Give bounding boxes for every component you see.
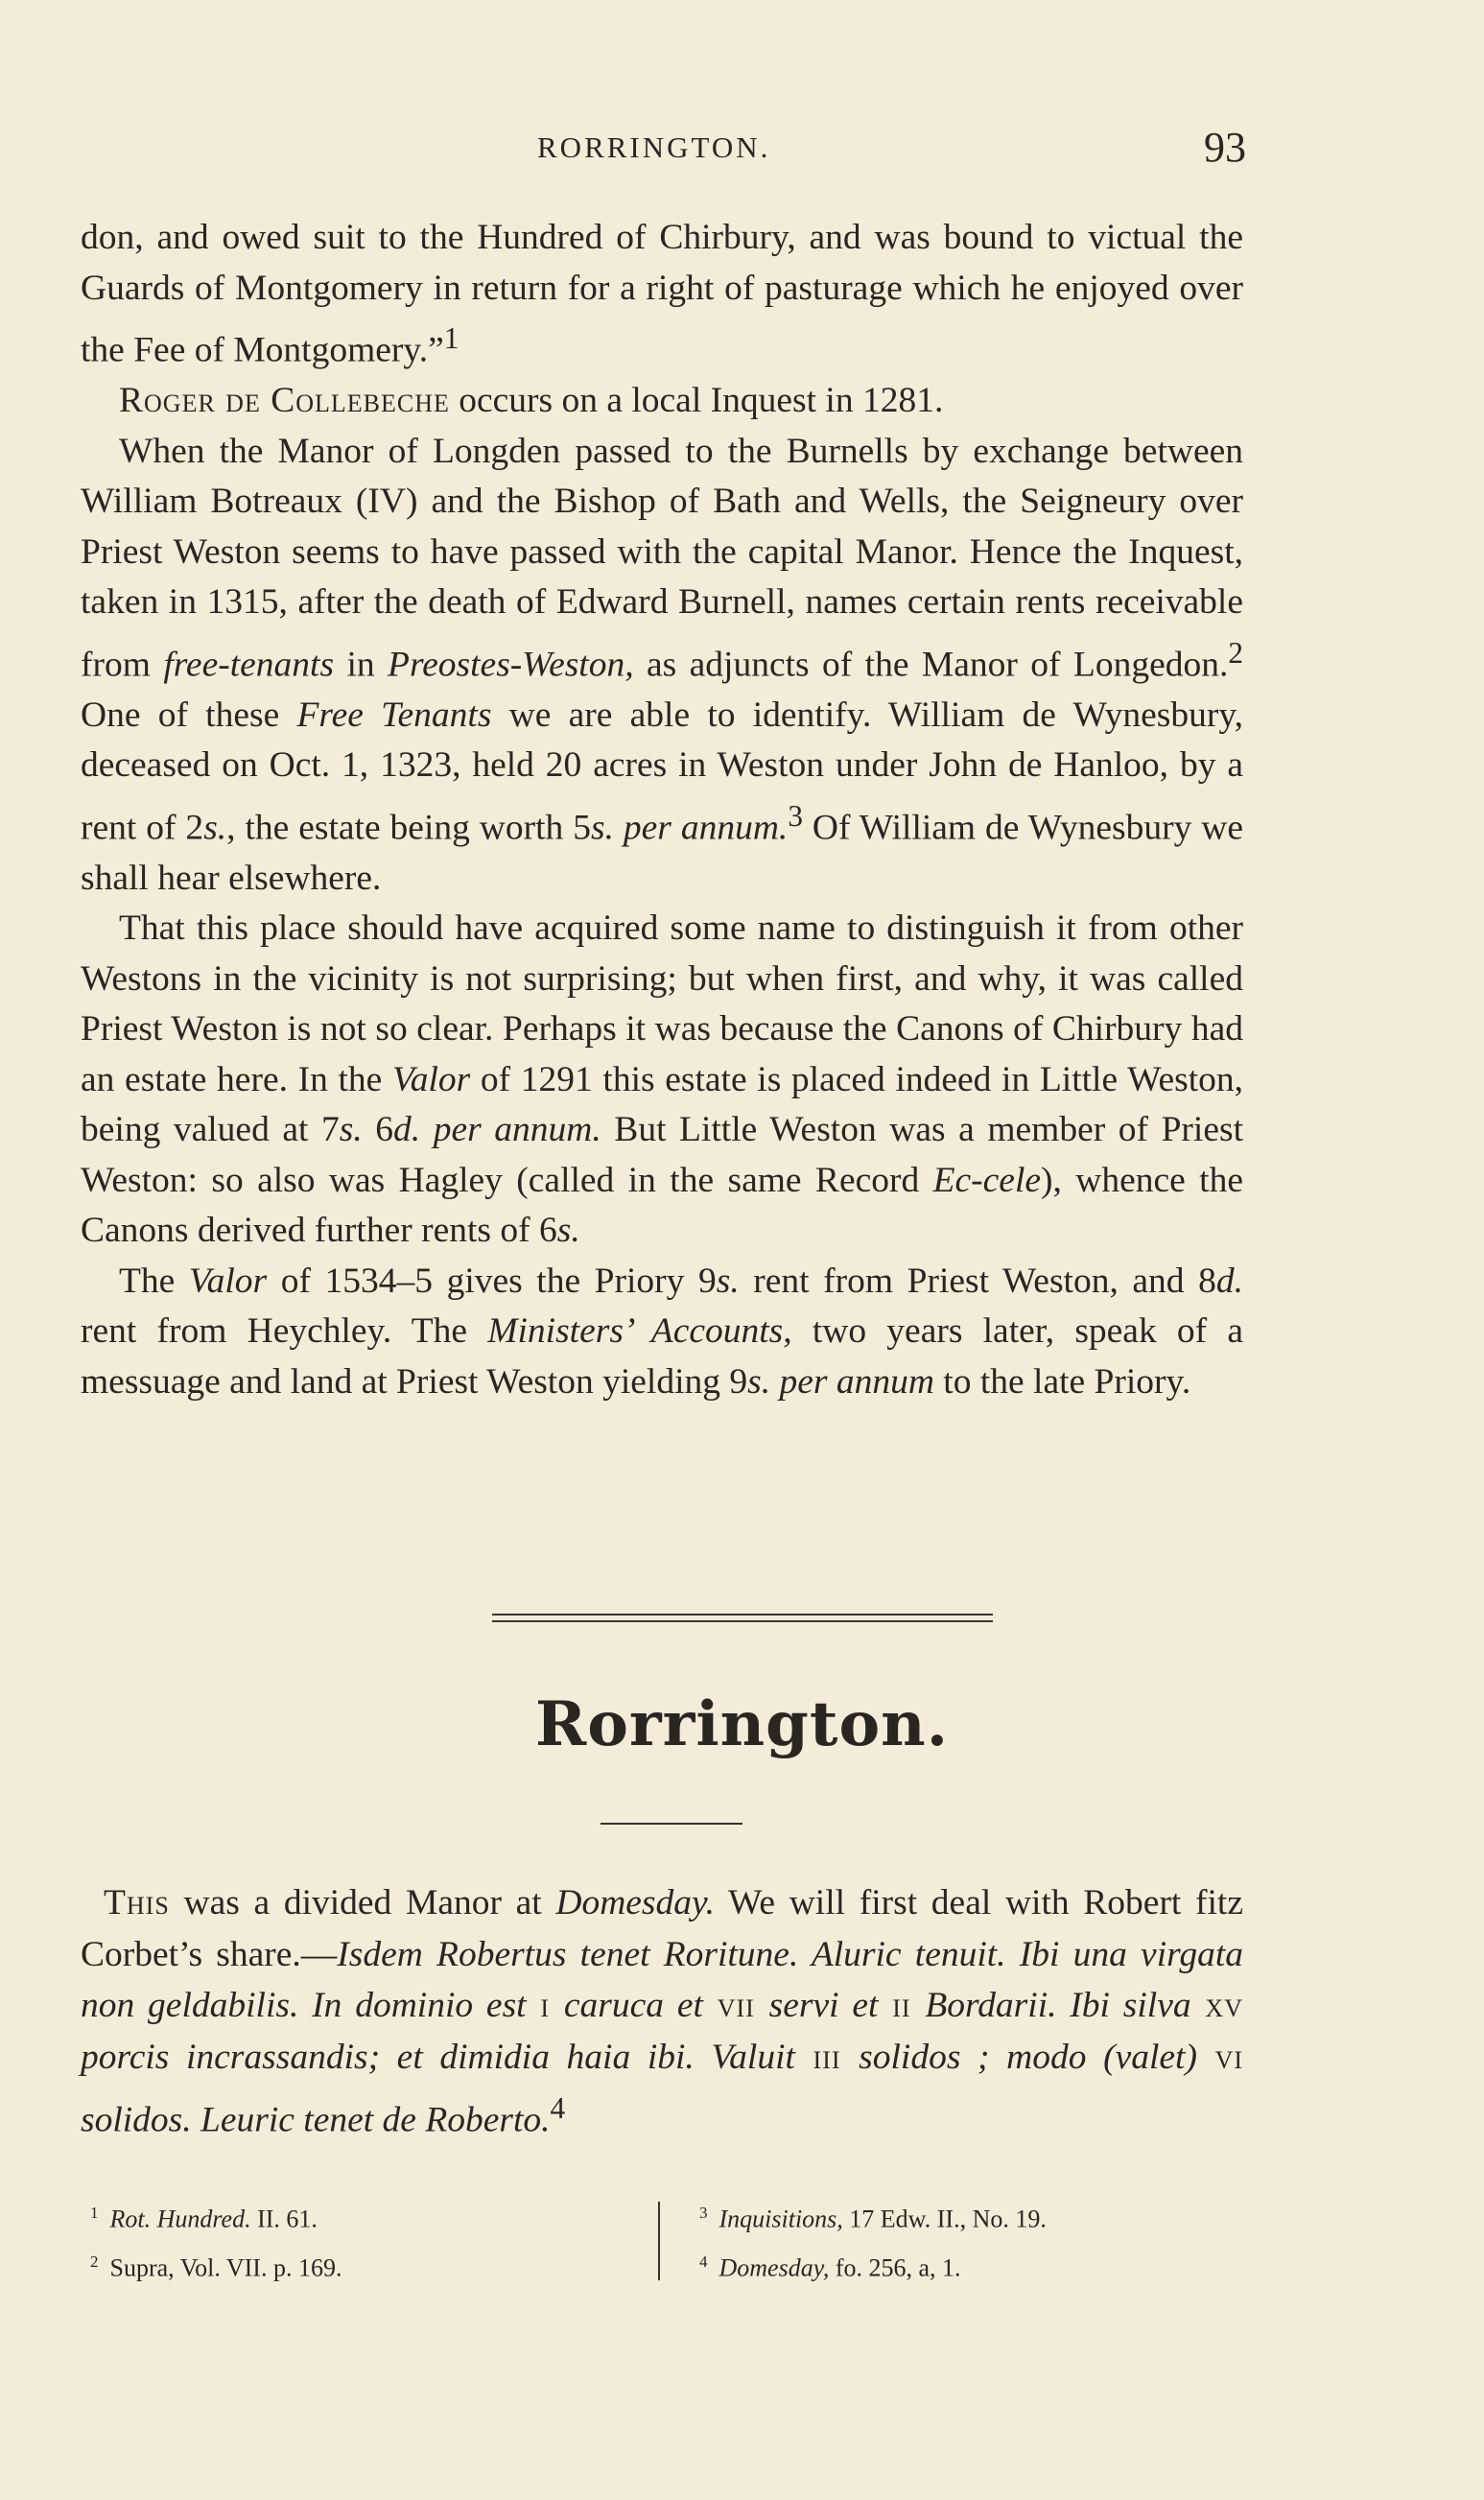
italic-text: Bordarii. Ibi silva xyxy=(925,1986,1191,2025)
paragraph-text: Of William de Wynesbury we shall hear elsewhere. xyxy=(81,808,1243,898)
footnote-ref: 1 xyxy=(443,321,459,355)
italic-text: free-tenants xyxy=(163,645,335,684)
paragraph-text: we are able to identify. William de Wynesbury, deceased on Oct. 1, 1323, held 20 acres in Weston under John de Hanloo, by a rent of 2 xyxy=(81,695,1244,847)
footnote-number: 1 xyxy=(90,2204,99,2222)
footnote-ref: 2 xyxy=(1228,635,1243,670)
paragraph-text: to the late Priory. xyxy=(933,1361,1191,1402)
footnote-number: 2 xyxy=(90,2252,99,2271)
section-text xyxy=(81,1877,1243,2146)
footnote-number: 3 xyxy=(699,2204,708,2222)
paragraph-priest-weston-name xyxy=(81,904,1243,1257)
italic-text: Preostes-Weston, xyxy=(388,645,634,684)
footnote-column-divider xyxy=(658,2202,660,2280)
paragraph-text: was a divided Manor at xyxy=(169,1883,556,1922)
italic-text: servi et xyxy=(768,1986,879,2025)
paragraph-text: ), whence the Canons derived further rents of 6 xyxy=(81,1160,1243,1250)
roman-numeral: i xyxy=(526,1986,564,2025)
paragraph-text: 6 xyxy=(362,1110,394,1149)
footnote-text: 17 Edw. II., No. 19. xyxy=(842,2205,1047,2233)
person-name: Roger de Collebeche xyxy=(119,381,450,420)
paragraph-text: as adjuncts of the Manor of Longedon. xyxy=(633,645,1229,684)
page-number: 93 xyxy=(1204,124,1246,171)
lead-word: This xyxy=(104,1883,170,1922)
section-title: Rorrington. xyxy=(535,1688,949,1760)
roman-numeral: iii xyxy=(794,2037,860,2077)
footnotes-left xyxy=(90,2192,627,2289)
italic-text: Valor xyxy=(391,1059,471,1099)
paragraph-text: of 1534–5 gives the Priory 9 xyxy=(267,1261,717,1301)
italic-text: caruca et xyxy=(563,1986,703,2025)
running-title: RORRINGTON. xyxy=(537,130,771,164)
italic-text: Isdem Robertus tenet Roritune. Aluric tenuit. Ibi una virgata non geldabilis. In dominio est xyxy=(81,1934,1243,2025)
footnote-4 xyxy=(699,2241,1275,2290)
footnote-text: II. 61. xyxy=(250,2205,318,2233)
italic-text: Ministers’ Accounts, xyxy=(487,1311,792,1351)
roman-numeral: ii xyxy=(878,1986,926,2025)
italic-text: solidos ; modo (valet) xyxy=(859,2037,1197,2077)
paragraph-text: occurs on a local Inquest in 1281. xyxy=(449,381,944,420)
italic-text: porcis incrassandis; et dimidia haia ibi. Valuit xyxy=(81,2037,795,2077)
body-text xyxy=(81,213,1243,1407)
italic-text: Inquisitions, xyxy=(718,2205,843,2233)
roman-numeral: vii xyxy=(702,1986,769,2025)
paragraph-text: don, and owed suit to the Hundred of Chirbury, and was bound to victual the Guards of Montgomery in return for a right of pasturage which he enjoyed over the Fee of Montgomery.” xyxy=(81,218,1243,370)
italic-text: solidos. Leuric tenet de Roberto. xyxy=(81,2100,551,2140)
paragraph-domesday xyxy=(81,1877,1243,2146)
italic-text: Free Tenants xyxy=(296,695,492,735)
footnote-text: Supra, Vol. VII. p. 169. xyxy=(109,2253,342,2282)
paragraph-text: We will first deal with Robert fitz Corbet’s share.— xyxy=(81,1883,1243,1974)
roman-numeral: xv xyxy=(1190,1986,1243,2025)
footnotes-right xyxy=(699,2192,1275,2289)
paragraph-valor xyxy=(81,1257,1243,1408)
italic-text: Domesday. xyxy=(555,1883,715,1922)
italic-text: s. xyxy=(556,1211,580,1250)
paragraph-text: in xyxy=(334,645,389,684)
italic-text: s. xyxy=(339,1110,363,1149)
italic-text: Rot. Hundred. xyxy=(109,2205,251,2233)
paragraph-text: One of these xyxy=(81,695,297,735)
italic-text: s. per annum. xyxy=(591,808,789,847)
title-underline xyxy=(601,1823,742,1825)
italic-text: Domesday, xyxy=(718,2253,830,2282)
paragraph-text: two years later, speak of a messuage and land at Priest Weston yielding 9 xyxy=(81,1311,1243,1402)
paragraph-text: That this place should have acquired some name to distinguish it from other Westons in the vicinity is not surprising; but when first, and why, it was called Priest Weston is not so clear. Perhaps it was because the Canons of Chirbury had an estate here. In the xyxy=(81,908,1243,1099)
footnote-number: 4 xyxy=(699,2252,708,2271)
footnotes xyxy=(81,2192,1243,2282)
paragraph-collebeche xyxy=(81,376,1243,427)
italic-text: Ec-cele xyxy=(932,1160,1042,1200)
footnote-1 xyxy=(90,2192,627,2241)
footnote-ref: 4 xyxy=(550,2091,566,2125)
running-head xyxy=(0,123,1484,171)
footnote-3 xyxy=(699,2192,1275,2241)
italic-text: s. xyxy=(716,1261,740,1301)
paragraph-text: When the Manor of Longden passed to the Burnells by exchange between William Botreaux (IV) and the Bishop of Bath and Wells, the Seigneury over Priest Weston seems to have passed with the capital Manor. Hence the Inquest, taken in 1315, after the death of Edward Burnell, names certain rents receivable from xyxy=(81,431,1243,684)
paragraph-text: rent from Heychley. The xyxy=(81,1311,488,1351)
paragraph-continuation xyxy=(81,213,1243,376)
footnote-2 xyxy=(90,2241,627,2290)
paragraph-text: But Little Weston was a member of Priest Weston: so also was Hagley (called in the same Record xyxy=(81,1110,1243,1200)
paragraph-text: , the estate being worth 5 xyxy=(226,808,591,847)
roman-numeral: vi xyxy=(1196,2037,1244,2077)
italic-text: s. per annum xyxy=(747,1361,934,1402)
italic-text: s. xyxy=(203,808,227,847)
paragraph-text: of 1291 this estate is placed indeed in Little Weston, being valued at 7 xyxy=(81,1059,1243,1149)
section-divider-double xyxy=(492,1614,993,1622)
paragraph-text: The xyxy=(119,1261,189,1301)
footnote-ref: 3 xyxy=(788,798,803,833)
paragraph-longden-manor xyxy=(81,427,1243,905)
italic-text: d. xyxy=(1215,1261,1243,1301)
paragraph-text: rent from Priest Weston, and 8 xyxy=(739,1261,1216,1301)
italic-text: Valor xyxy=(188,1261,268,1301)
footnote-text: fo. 256, a, 1. xyxy=(829,2253,961,2282)
italic-text: d. per annum. xyxy=(393,1110,601,1149)
